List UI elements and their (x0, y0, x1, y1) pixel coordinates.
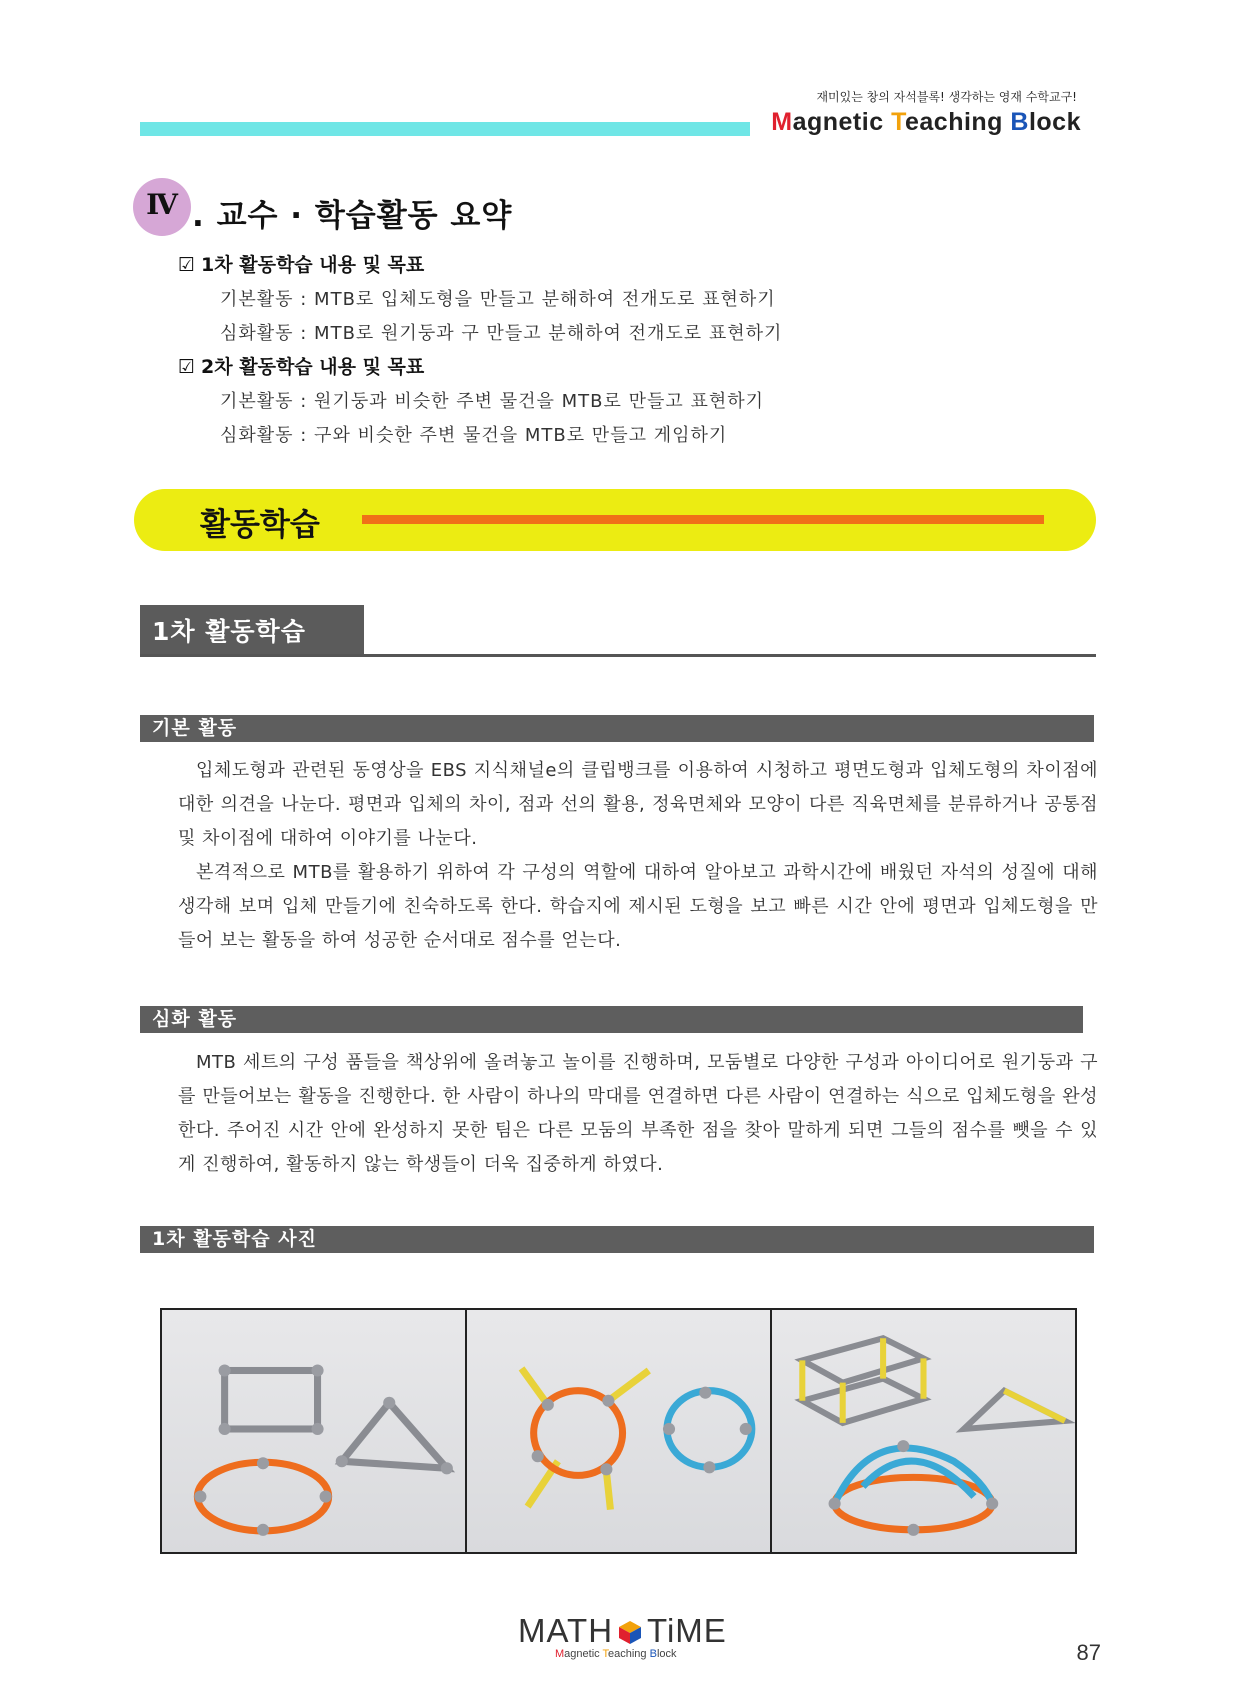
brand-word-m: agnetic (792, 108, 892, 136)
footer-logo-right: TiME (647, 1612, 727, 1649)
basic-paragraph-2: 본격적으로 MTB를 활용하기 위하여 각 구성의 역할에 대하여 알아보고 과학시간에 배웠던 자석의 성질에 대해 생각해 보며 입체 만들기에 친숙하도록 한다. 학습지에 제시된 도형을 보고 빠른 시간 안에 평면과 입체도형을 만들어 보는 활동을 하여 성공한 순서대로 점수를 얻는다. (178, 862, 1098, 951)
activity-photos (160, 1308, 1077, 1554)
footer-letter-t: T (602, 1648, 608, 1660)
footer-logo (518, 1612, 727, 1650)
header-tagline: 재미있는 창의 자석블록! 생각하는 영재 수학교구! (816, 90, 1077, 104)
page-number: 87 (1076, 1640, 1101, 1665)
checkbox-checked-icon: ☑ (178, 356, 196, 378)
footer-letter-b: B (649, 1648, 657, 1660)
summary-second-advanced: 심화활동 : 구와 비슷한 주변 물건을 MTB로 만들고 게임하기 (220, 425, 728, 446)
advanced-activity-title: 심화 활동 (152, 1008, 238, 1030)
brand-letter-t: T (891, 108, 905, 136)
activity-banner-title: 활동학습 (200, 507, 320, 543)
advanced-paragraph-1: MTB 세트의 구성 품들을 책상위에 올려놓고 놀이를 진행하며, 모둠별로 다양한 구성과 아이디어로 원기둥과 구를 만들어보는 활동을 진행한다. 한 사람이 하나의 막대를 연결하면 다른 사람이 연결하는 식으로 입체도형을 완성한다. 주어진 시간 안에 완성하지 못한 팀은 다른 모둠의 부족한 점을 찾아 말하게 되면 그들의 점수를 뺏을 수 있게 진행하여, 활동하지 않는 학생들이 더욱 집중하게 하였다. (178, 1052, 1098, 1175)
section-number: Ⅳ (146, 188, 178, 221)
photo-rings (467, 1310, 770, 1552)
summary-first-advanced: 심화활동 : MTB로 원기둥과 구 만들고 분해하여 전개도로 표현하기 (220, 323, 783, 344)
brand-letter-b: B (1010, 108, 1029, 136)
footer-logo-left: MATH (518, 1612, 614, 1649)
basic-activity-text (178, 754, 1098, 958)
cube-icon (617, 1615, 643, 1641)
footer-letter-m: M (555, 1648, 565, 1660)
basic-activity-bar (140, 715, 1094, 742)
summary-second-heading-text: 2차 활동학습 내용 및 목표 (201, 356, 425, 378)
summary-second-heading (178, 352, 424, 379)
brand-word-b: lock (1028, 108, 1081, 136)
basic-paragraph-1: 입체도형과 관련된 동영상을 EBS 지식채널e의 클립뱅크를 이용하여 시청하고 평면도형과 입체도형의 차이점에 대한 의견을 나눈다. 평면과 입체의 차이, 점과 선의 활용, 정육면체와 모양이 다른 직육면체를 분류하거나 공통점 및 차이점에 대하여 이야기를 나눈다. (178, 760, 1098, 849)
advanced-activity-bar (140, 1006, 1083, 1033)
footer-word-m: agnetic (564, 1648, 603, 1660)
brand-logo (771, 108, 1081, 137)
advanced-activity-text (178, 1046, 1098, 1182)
brand-word-t: eaching (904, 108, 1011, 136)
activity-banner-line (362, 515, 1044, 524)
header-accent-bar (140, 122, 750, 136)
summary-first-basic: 기본활동 : MTB로 입체도형을 만들고 분해하여 전개도로 표현하기 (220, 289, 776, 310)
photo-flat-shapes (162, 1310, 465, 1552)
footer-brand (555, 1648, 677, 1660)
section-title: . 교수 · 학습활동 요약 (192, 198, 513, 234)
footer-word-b: lock (656, 1648, 677, 1660)
summary-first-heading (178, 250, 424, 277)
photos-title: 1차 활동학습 사진 (152, 1228, 317, 1250)
footer-word-t: eaching (608, 1648, 650, 1660)
basic-activity-title: 기본 활동 (152, 717, 238, 739)
first-activity-underline (140, 654, 1096, 657)
summary-first-heading-text: 1차 활동학습 내용 및 목표 (201, 254, 425, 276)
brand-letter-m: M (771, 108, 793, 136)
photo-solids (772, 1310, 1075, 1552)
first-activity-tab-title: 1차 활동학습 (152, 617, 306, 646)
summary-second-basic: 기본활동 : 원기둥과 비슷한 주변 물건을 MTB로 만들고 표현하기 (220, 391, 765, 412)
checkbox-checked-icon: ☑ (178, 254, 196, 276)
